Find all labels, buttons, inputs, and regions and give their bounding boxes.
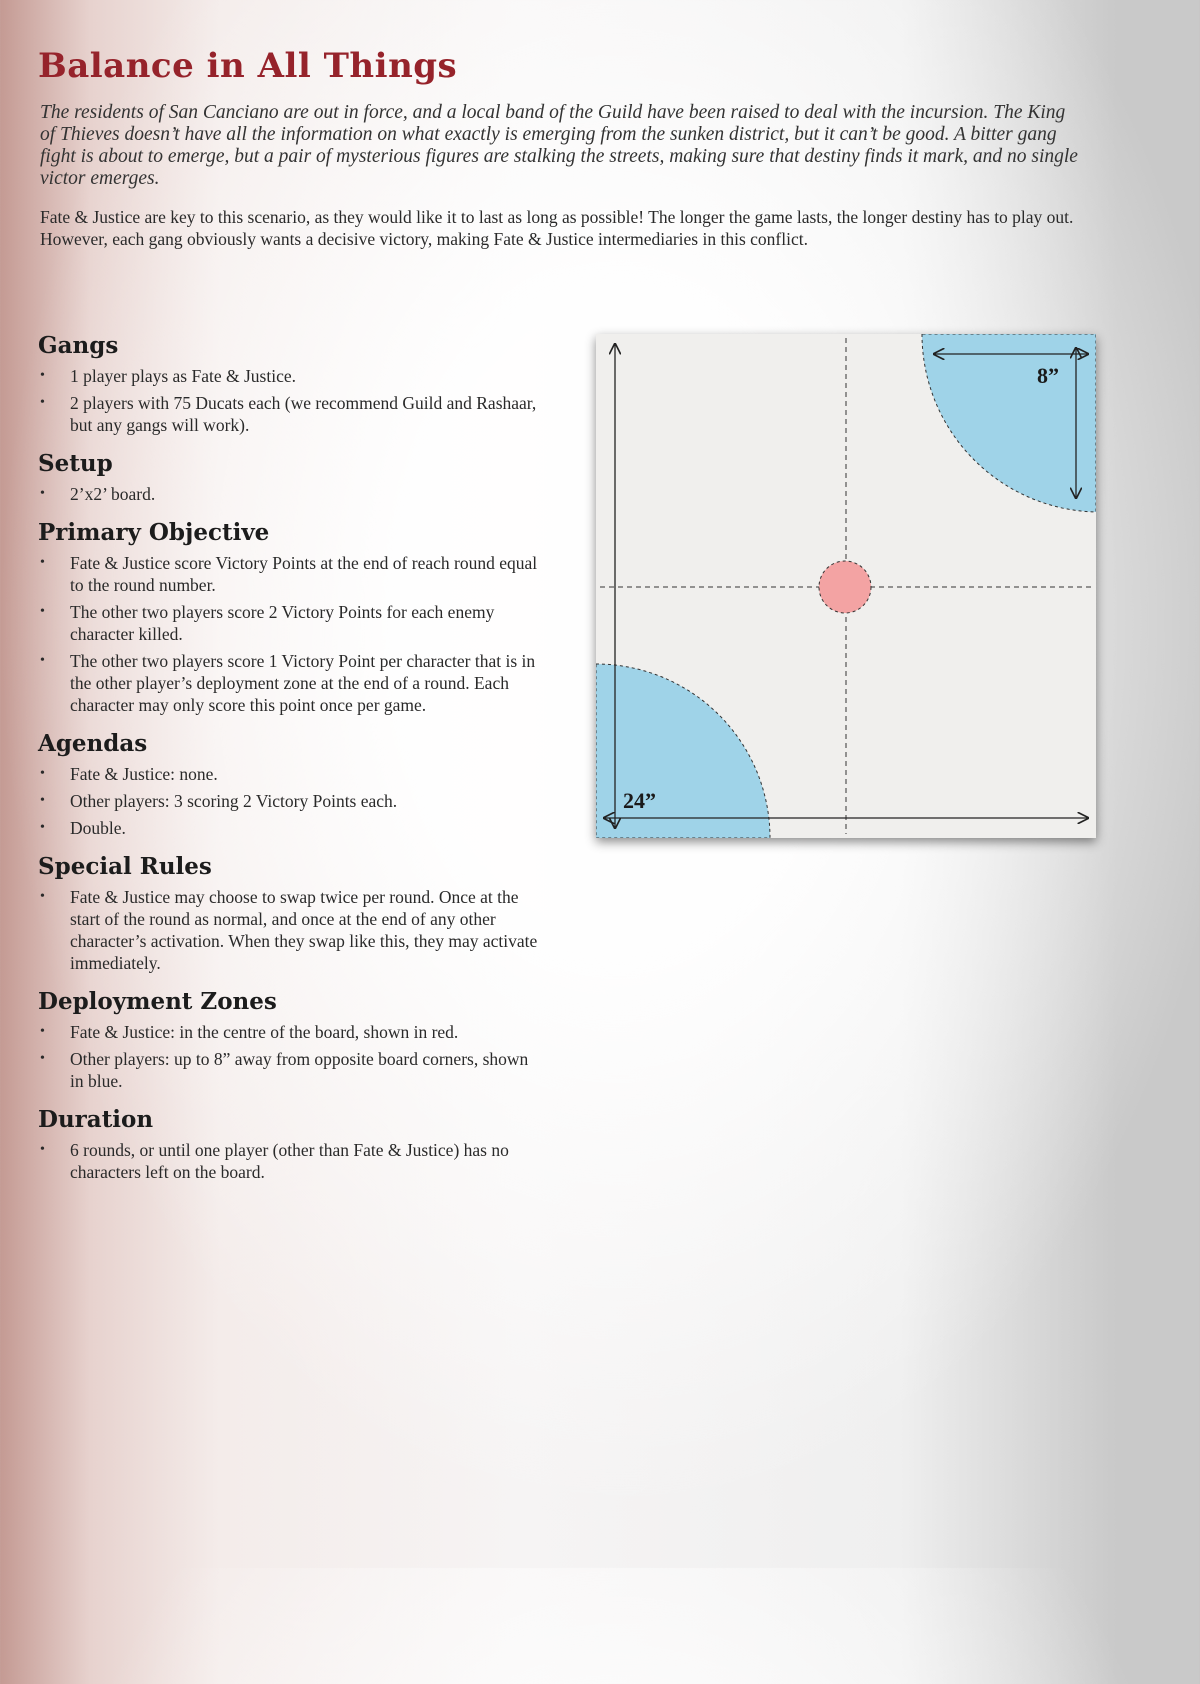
section-setup bbox=[38, 450, 538, 505]
section-heading: Deployment Zones bbox=[38, 988, 277, 1015]
section-heading: Special Rules bbox=[38, 853, 212, 880]
intro-text: The residents of San Canciano are out in force, and a local band of the Guild have been raised to deal with the incursion. The King of Thieves doesn’t have all the information on what exactly is emerging from the sunken district, but it can’t be good. A bitter gang fight is about to emerge, but a pair of mysterious figures are stalking the streets, making sure that destiny finds it mark, and no single victor emerges. bbox=[40, 102, 1078, 189]
page-title: Balance in All Things bbox=[38, 46, 458, 86]
list-item: • Fate & Justice: none. bbox=[38, 763, 538, 785]
list-item: • Other players: up to 8” away from opposite board corners, shown in blue. bbox=[38, 1048, 538, 1092]
list-item: • 6 rounds, or until one player (other than Fate & Justice) has no characters left on the board. bbox=[38, 1139, 538, 1183]
list-item: • Double. bbox=[38, 817, 538, 839]
corner-distance-label: 8” bbox=[1037, 363, 1059, 388]
list-item: • Fate & Justice: in the centre of the board, shown in red. bbox=[38, 1021, 538, 1043]
section-deployment-zones bbox=[38, 988, 538, 1092]
section-heading: Duration bbox=[38, 1106, 154, 1133]
list-item: • Fate & Justice score Victory Points at the end of reach round equal to the round number. bbox=[38, 552, 538, 596]
section-heading: Agendas bbox=[38, 730, 148, 757]
list-item: • 2 players with 75 Ducats each (we recommend Guild and Rashaar, but any gangs will work). bbox=[38, 392, 538, 436]
section-agendas bbox=[38, 730, 538, 839]
board-size-label: 24” bbox=[623, 788, 656, 813]
deployment-map bbox=[596, 334, 1096, 838]
rules-sections bbox=[38, 332, 538, 1197]
list-item: • The other two players score 1 Victory Point per character that is in the other player’s deployment zone at the end of a round. Each character may only score this point once per game. bbox=[38, 650, 538, 716]
list-item: • Fate & Justice may choose to swap twice per round. Once at the start of the round as normal, and once at the end of any other character’s activation. When they swap like this, they may activate immediately. bbox=[38, 886, 538, 974]
list-item: • The other two players score 2 Victory Points for each enemy character killed. bbox=[38, 601, 538, 645]
list-item: • 2’x2’ board. bbox=[38, 483, 538, 505]
scenario-paragraph: Fate & Justice are key to this scenario, as they would like it to last as long as possible! The longer the game lasts, the longer destiny has to play out. However, each gang obviously wants a decisive victory, making Fate & Justice intermediaries in this conflict. bbox=[40, 207, 1074, 249]
section-heading: Setup bbox=[38, 450, 113, 477]
section-duration bbox=[38, 1106, 538, 1183]
section-primary-objective bbox=[38, 519, 538, 716]
section-heading: Primary Objective bbox=[38, 519, 270, 546]
section-gangs bbox=[38, 332, 538, 436]
center-deployment-zone bbox=[819, 561, 871, 613]
list-item: • 1 player plays as Fate & Justice. bbox=[38, 365, 538, 387]
list-item: • Other players: 3 scoring 2 Victory Points each. bbox=[38, 790, 538, 812]
section-heading: Gangs bbox=[38, 332, 119, 359]
section-special-rules bbox=[38, 853, 538, 974]
